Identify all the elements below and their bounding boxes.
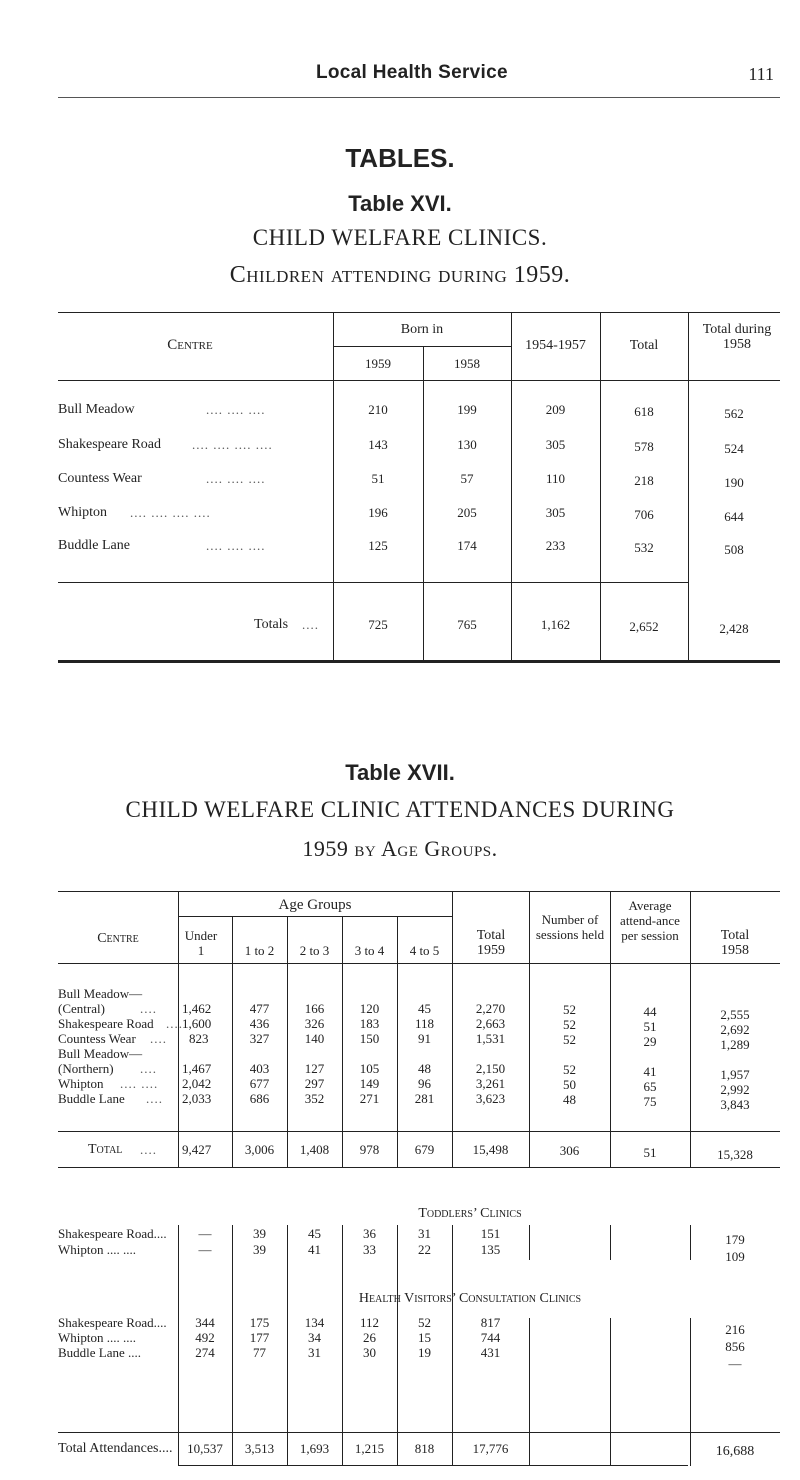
t16-cell: 706 bbox=[634, 507, 654, 522]
t17-cell: 677 bbox=[249, 1076, 270, 1091]
t17-cell: 45 bbox=[308, 1226, 321, 1241]
t16-header-total-1958: Total during 1958 bbox=[702, 322, 772, 352]
leader-dots: .... .... bbox=[120, 1076, 159, 1091]
t17-header-1-2: 1 to 2 bbox=[244, 943, 275, 958]
leader-dots: .... bbox=[140, 1142, 157, 1157]
table16-label: Table XVI. bbox=[348, 191, 452, 216]
leader-dots: .... bbox=[140, 1061, 157, 1076]
t17-cell: 52 bbox=[563, 1017, 576, 1032]
t17-row-name: Bull Meadow— bbox=[58, 986, 143, 1001]
toddlers-heading: Toddlers’ Clinics bbox=[418, 1206, 522, 1221]
t17-row-name: Shakespeare Road.... bbox=[58, 1226, 167, 1241]
t16-cell: 130 bbox=[457, 437, 477, 452]
t17-cell: 2,692 bbox=[720, 1022, 750, 1037]
t17-cell: 15 bbox=[418, 1330, 431, 1345]
t17-cell: 9,427 bbox=[182, 1142, 212, 1157]
t16-cell: 765 bbox=[457, 617, 477, 632]
t17-cell: 26 bbox=[363, 1330, 376, 1345]
t17-cell: 105 bbox=[359, 1061, 380, 1076]
t17-header-age-groups: Age Groups bbox=[278, 897, 352, 913]
t16-cell: 305 bbox=[545, 437, 566, 452]
t17-cell: 1,531 bbox=[475, 1031, 506, 1046]
t17-cell: 403 bbox=[249, 1061, 270, 1076]
t17-cell: 978 bbox=[359, 1142, 380, 1157]
t17-cell: 52 bbox=[563, 1062, 576, 1077]
t17-cell: 75 bbox=[643, 1094, 657, 1109]
t16-cell: 2,652 bbox=[629, 619, 659, 634]
t17-cell: 436 bbox=[249, 1016, 270, 1031]
t17-cell: 175 bbox=[249, 1315, 270, 1330]
t17-cell: 33 bbox=[363, 1242, 376, 1257]
t16-cell: 532 bbox=[634, 540, 654, 555]
t16-cell: 644 bbox=[724, 509, 744, 524]
t17-cell: 679 bbox=[414, 1142, 435, 1157]
t17-cell: 39 bbox=[253, 1242, 266, 1257]
t16-header-1959: 1959 bbox=[365, 356, 391, 371]
t17-cell: 65 bbox=[643, 1079, 657, 1094]
t17-header-total-1959: Total 1959 bbox=[476, 928, 506, 958]
t17-cell: 41 bbox=[643, 1064, 657, 1079]
t16-row-name: Bull Meadow bbox=[58, 402, 135, 417]
leader-dots: .... .... .... .... bbox=[192, 437, 273, 452]
t16-cell: 508 bbox=[724, 542, 744, 557]
t17-cell: 1,600 bbox=[182, 1016, 212, 1031]
t16-cell: 578 bbox=[634, 439, 654, 454]
t16-row-name: Whipton bbox=[58, 505, 107, 520]
t17-cell: 271 bbox=[359, 1091, 380, 1106]
page-header bbox=[58, 58, 780, 98]
t17-cell: 22 bbox=[418, 1242, 431, 1257]
t16-cell: 725 bbox=[368, 617, 388, 632]
grand-total-label: Total Attendances.... bbox=[58, 1441, 173, 1456]
t16-cell: 233 bbox=[545, 538, 566, 553]
page-header-title: Local Health Service bbox=[316, 62, 508, 83]
leader-dots: .... .... .... bbox=[206, 402, 266, 417]
t16-cell: 110 bbox=[545, 471, 566, 486]
t16-cell: 57 bbox=[460, 471, 474, 486]
t17-cell: 120 bbox=[359, 1001, 380, 1016]
t17-cell: 39 bbox=[253, 1226, 266, 1241]
t17-cell: 45 bbox=[418, 1001, 431, 1016]
t17-cell: 2,033 bbox=[182, 1091, 212, 1106]
t17-cell: 149 bbox=[359, 1076, 380, 1091]
t17-cell: 477 bbox=[249, 1001, 270, 1016]
t17-cell: 352 bbox=[304, 1091, 325, 1106]
t17-cell: — bbox=[198, 1242, 212, 1257]
t17-cell: 1,957 bbox=[720, 1067, 750, 1082]
t16-cell: 205 bbox=[457, 505, 477, 520]
t17-cell: 2,663 bbox=[475, 1016, 506, 1031]
t17-cell: 2,042 bbox=[182, 1076, 212, 1091]
t16-cell: 209 bbox=[545, 402, 566, 417]
t17-cell: 281 bbox=[414, 1091, 435, 1106]
t17-cell: 118 bbox=[414, 1016, 435, 1031]
t17-cell: 34 bbox=[308, 1330, 321, 1345]
t17-cell: 15,498 bbox=[472, 1142, 509, 1157]
page-number: 111 bbox=[748, 64, 774, 84]
t17-cell: 112 bbox=[359, 1315, 380, 1330]
t17-cell: 77 bbox=[253, 1345, 266, 1360]
t17-cell: 52 bbox=[563, 1032, 576, 1047]
t17-cell: 51 bbox=[643, 1145, 657, 1160]
t17-cell: 823 bbox=[189, 1031, 209, 1046]
t16-cell: 2,428 bbox=[719, 621, 749, 636]
t17-cell: 1,462 bbox=[182, 1001, 212, 1016]
t16-cell: 1,162 bbox=[540, 617, 571, 632]
t17-header-centre: Centre bbox=[97, 931, 139, 946]
t17-cell: 15,328 bbox=[717, 1147, 753, 1162]
t17-cell: 109 bbox=[725, 1249, 745, 1264]
t17-cell: 1,408 bbox=[299, 1142, 330, 1157]
t17-cell: 52 bbox=[563, 1002, 576, 1017]
t17-cell: 2,150 bbox=[475, 1061, 506, 1076]
leader-dots: .... .... .... bbox=[206, 538, 266, 553]
t17-cell: 744 bbox=[480, 1330, 501, 1345]
table17-subtitle: 1959 by Age Groups. bbox=[302, 836, 498, 861]
t17-cell: 134 bbox=[304, 1315, 325, 1330]
leader-dots: .... bbox=[166, 1016, 183, 1031]
t17-row-name: Shakespeare Road.... bbox=[58, 1315, 167, 1330]
hv-heading: Health Visitors’ Consultation Clinics bbox=[358, 1291, 582, 1306]
t17-cell: 3,843 bbox=[720, 1097, 750, 1112]
t17-cell: 3,006 bbox=[244, 1142, 275, 1157]
t16-header-1958: 1958 bbox=[454, 356, 480, 371]
t17-header-total-1958: Total 1958 bbox=[720, 928, 750, 958]
t17-cell: 326 bbox=[304, 1016, 325, 1031]
t17-cell: 492 bbox=[195, 1330, 215, 1345]
leader-dots: .... bbox=[146, 1091, 163, 1106]
t17-row-name: Shakespeare Road bbox=[58, 1016, 154, 1031]
t17-header-4-5: 4 to 5 bbox=[409, 943, 440, 958]
t17-cell: 1,693 bbox=[299, 1441, 330, 1456]
t17-cell: — bbox=[728, 1356, 742, 1371]
leader-dots: .... bbox=[140, 1001, 157, 1016]
t16-cell: 618 bbox=[634, 404, 654, 419]
t17-cell: 2,555 bbox=[720, 1007, 750, 1022]
t17-cell: 3,261 bbox=[475, 1076, 506, 1091]
t16-totals-label: Totals bbox=[254, 617, 289, 632]
t17-cell: 817 bbox=[480, 1315, 501, 1330]
t16-header-centre: Centre bbox=[167, 337, 213, 353]
t16-cell: 51 bbox=[371, 471, 385, 486]
t17-cell: 41 bbox=[308, 1242, 321, 1257]
leader-dots: .... bbox=[150, 1031, 167, 1046]
table17-title: CHILD WELFARE CLINIC ATTENDANCES DURING bbox=[125, 797, 675, 822]
t17-cell: 431 bbox=[480, 1345, 501, 1360]
t17-cell: 306 bbox=[559, 1143, 580, 1158]
t17-header-2-3: 2 to 3 bbox=[299, 943, 330, 958]
t17-cell: 29 bbox=[643, 1034, 657, 1049]
table17-label: Table XVII. bbox=[345, 760, 455, 785]
t17-cell: 2,270 bbox=[475, 1001, 506, 1016]
t16-cell: 143 bbox=[368, 437, 388, 452]
t17-cell: 19 bbox=[418, 1345, 431, 1360]
t17-cell: 183 bbox=[359, 1016, 380, 1031]
leader-dots: .... .... .... bbox=[206, 471, 266, 486]
t17-header-3-4: 3 to 4 bbox=[354, 943, 385, 958]
t16-row-name: Shakespeare Road bbox=[58, 437, 162, 452]
t17-cell: 297 bbox=[304, 1076, 325, 1091]
t17-row-name: Countess Wear bbox=[58, 1031, 136, 1046]
t17-total-label: Total bbox=[88, 1142, 123, 1157]
t17-cell: 166 bbox=[304, 1001, 325, 1016]
t17-cell: 686 bbox=[249, 1091, 270, 1106]
main-title: TABLES. bbox=[345, 143, 455, 173]
t17-cell: 274 bbox=[195, 1345, 215, 1360]
leader-dots: .... bbox=[302, 617, 319, 632]
t17-cell: 135 bbox=[480, 1242, 501, 1257]
t17-cell: 856 bbox=[725, 1339, 745, 1354]
leader-dots: .... .... .... .... bbox=[130, 505, 211, 520]
t16-cell: 305 bbox=[545, 505, 566, 520]
t17-header-under1: Under 1 bbox=[184, 928, 218, 958]
t17-cell: 96 bbox=[418, 1076, 431, 1091]
t17-row-name: Whipton .... .... bbox=[58, 1242, 136, 1257]
t17-cell: 10,537 bbox=[187, 1441, 223, 1456]
t17-cell: 3,623 bbox=[475, 1091, 506, 1106]
t17-cell: 1,215 bbox=[354, 1441, 385, 1456]
t17-cell: 48 bbox=[418, 1061, 431, 1076]
t17-row-name: Buddle Lane bbox=[58, 1091, 125, 1106]
t17-cell: 16,688 bbox=[715, 1444, 755, 1459]
t17-cell: 151 bbox=[480, 1226, 501, 1241]
t16-cell: 210 bbox=[368, 402, 388, 417]
t16-cell: 190 bbox=[724, 475, 744, 490]
t17-row-sub: (Central) bbox=[58, 1001, 105, 1016]
t17-cell: 31 bbox=[308, 1345, 321, 1360]
t17-cell: 177 bbox=[249, 1330, 270, 1345]
t17-cell: — bbox=[198, 1226, 212, 1241]
t17-row-name: Whipton .... .... bbox=[58, 1330, 136, 1345]
t17-cell: 327 bbox=[249, 1031, 270, 1046]
t17-cell: 91 bbox=[418, 1031, 431, 1046]
table16-subtitle: Children attending during 1959. bbox=[229, 262, 571, 288]
t17-cell: 30 bbox=[363, 1345, 376, 1360]
t17-row-name: Buddle Lane .... bbox=[58, 1345, 142, 1360]
t17-cell: 140 bbox=[304, 1031, 325, 1046]
t16-header-total: Total bbox=[629, 338, 659, 353]
t17-cell: 50 bbox=[563, 1077, 576, 1092]
t16-cell: 125 bbox=[368, 538, 388, 553]
t16-cell: 199 bbox=[457, 402, 477, 417]
t17-cell: 48 bbox=[563, 1092, 576, 1107]
t16-cell: 196 bbox=[368, 505, 388, 520]
t17-cell: 3,513 bbox=[244, 1441, 275, 1456]
t17-cell: 150 bbox=[359, 1031, 380, 1046]
t17-header-average: Average attend-ance per session bbox=[620, 898, 680, 943]
t17-cell: 1,289 bbox=[720, 1037, 750, 1052]
t17-cell: 127 bbox=[304, 1061, 325, 1076]
t17-header-sessions: Number of sessions held bbox=[535, 912, 605, 942]
table16-title: CHILD WELFARE CLINICS. bbox=[252, 225, 548, 250]
t16-header-1954-1957: 1954-1957 bbox=[525, 338, 586, 353]
t16-cell: 524 bbox=[724, 441, 744, 456]
t16-row-name: Countess Wear bbox=[58, 471, 142, 486]
t17-cell: 179 bbox=[725, 1232, 745, 1247]
t17-cell: 1,467 bbox=[182, 1061, 212, 1076]
t17-cell: 31 bbox=[418, 1226, 431, 1241]
t17-cell: 44 bbox=[643, 1004, 657, 1019]
t17-cell: 51 bbox=[643, 1019, 657, 1034]
t16-header-born-in: Born in bbox=[400, 322, 444, 337]
t16-row-name: Buddle Lane bbox=[58, 538, 130, 553]
t17-cell: 17,776 bbox=[472, 1441, 509, 1456]
t17-cell: 2,992 bbox=[720, 1082, 750, 1097]
t17-row-sub: (Northern) bbox=[58, 1061, 114, 1076]
t16-cell: 218 bbox=[634, 473, 654, 488]
t17-row-name: Whipton bbox=[58, 1076, 104, 1091]
t16-cell: 562 bbox=[724, 406, 744, 421]
t17-cell: 344 bbox=[195, 1315, 215, 1330]
t17-cell: 36 bbox=[363, 1226, 376, 1241]
t17-cell: 216 bbox=[725, 1322, 745, 1337]
t17-cell: 52 bbox=[418, 1315, 431, 1330]
t17-cell: 818 bbox=[414, 1441, 435, 1456]
t16-cell: 174 bbox=[457, 538, 477, 553]
t17-row-name: Bull Meadow— bbox=[58, 1046, 143, 1061]
